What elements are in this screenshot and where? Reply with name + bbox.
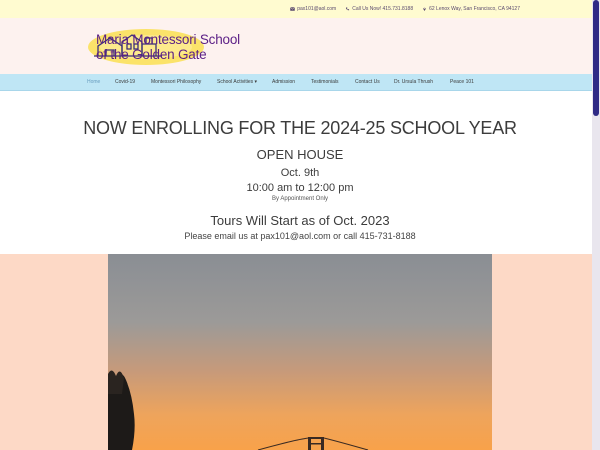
- open-house-time: 10:00 am to 12:00 pm: [246, 182, 354, 194]
- phone-icon: [345, 7, 350, 11]
- nav-item-testimonials[interactable]: Testimonials: [311, 79, 339, 85]
- nav-item-school-activities[interactable]: School Activities ▾: [217, 79, 258, 85]
- nav-item-contact-us[interactable]: Contact Us: [355, 79, 380, 85]
- map-pin-icon: [422, 7, 427, 11]
- topbar-email-text: pax101@aol.com: [297, 6, 337, 12]
- school-name-line2: of the Golden Gate: [96, 47, 207, 62]
- nav-item-covid-19[interactable]: Covid-19: [115, 79, 136, 85]
- nav-item-dr-ursula-thrush[interactable]: Dr. Ursula Thrush: [394, 79, 434, 85]
- topbar-phone-text: Call Us Now! 415.731.8188: [352, 6, 414, 12]
- topbar-phone[interactable]: [345, 6, 413, 12]
- school-name[interactable]: [96, 32, 240, 62]
- enrollment-headline: NOW ENROLLING FOR THE 2024-25 SCHOOL YEAR: [83, 118, 517, 138]
- nav-item-home[interactable]: Home: [87, 79, 101, 85]
- open-house-heading: OPEN HOUSE: [256, 147, 344, 162]
- topbar-address-text: 62 Lenox Way, San Francisco, CA 94127: [429, 6, 520, 12]
- golden-gate-sunset-photo: [108, 254, 492, 450]
- appointment-note: By Appointment Only: [271, 196, 329, 202]
- contact-line: Please email us at pax101@aol.com or call 415-731-8188: [184, 231, 416, 241]
- page-scrollbar-thumb[interactable]: [593, 0, 599, 116]
- school-name-line1: Maria Montessori School: [96, 32, 240, 47]
- envelope-icon: [290, 7, 295, 11]
- site-header: [0, 18, 600, 74]
- announcement-section: [0, 92, 600, 254]
- top-contact-bar: [0, 0, 600, 18]
- topbar-email[interactable]: [290, 6, 336, 12]
- hero-section: [0, 254, 600, 450]
- nav-item-montessori-philosophy[interactable]: Montessori Philosophy: [151, 79, 202, 85]
- nav-item-peace-101[interactable]: Peace 101: [450, 79, 474, 85]
- nav-item-admission[interactable]: Admission: [272, 79, 296, 85]
- topbar-address[interactable]: [422, 6, 520, 12]
- tours-heading: Tours Will Start as of Oct. 2023: [210, 213, 390, 228]
- open-house-date: Oct. 9th: [280, 167, 320, 179]
- main-nav: [0, 74, 600, 91]
